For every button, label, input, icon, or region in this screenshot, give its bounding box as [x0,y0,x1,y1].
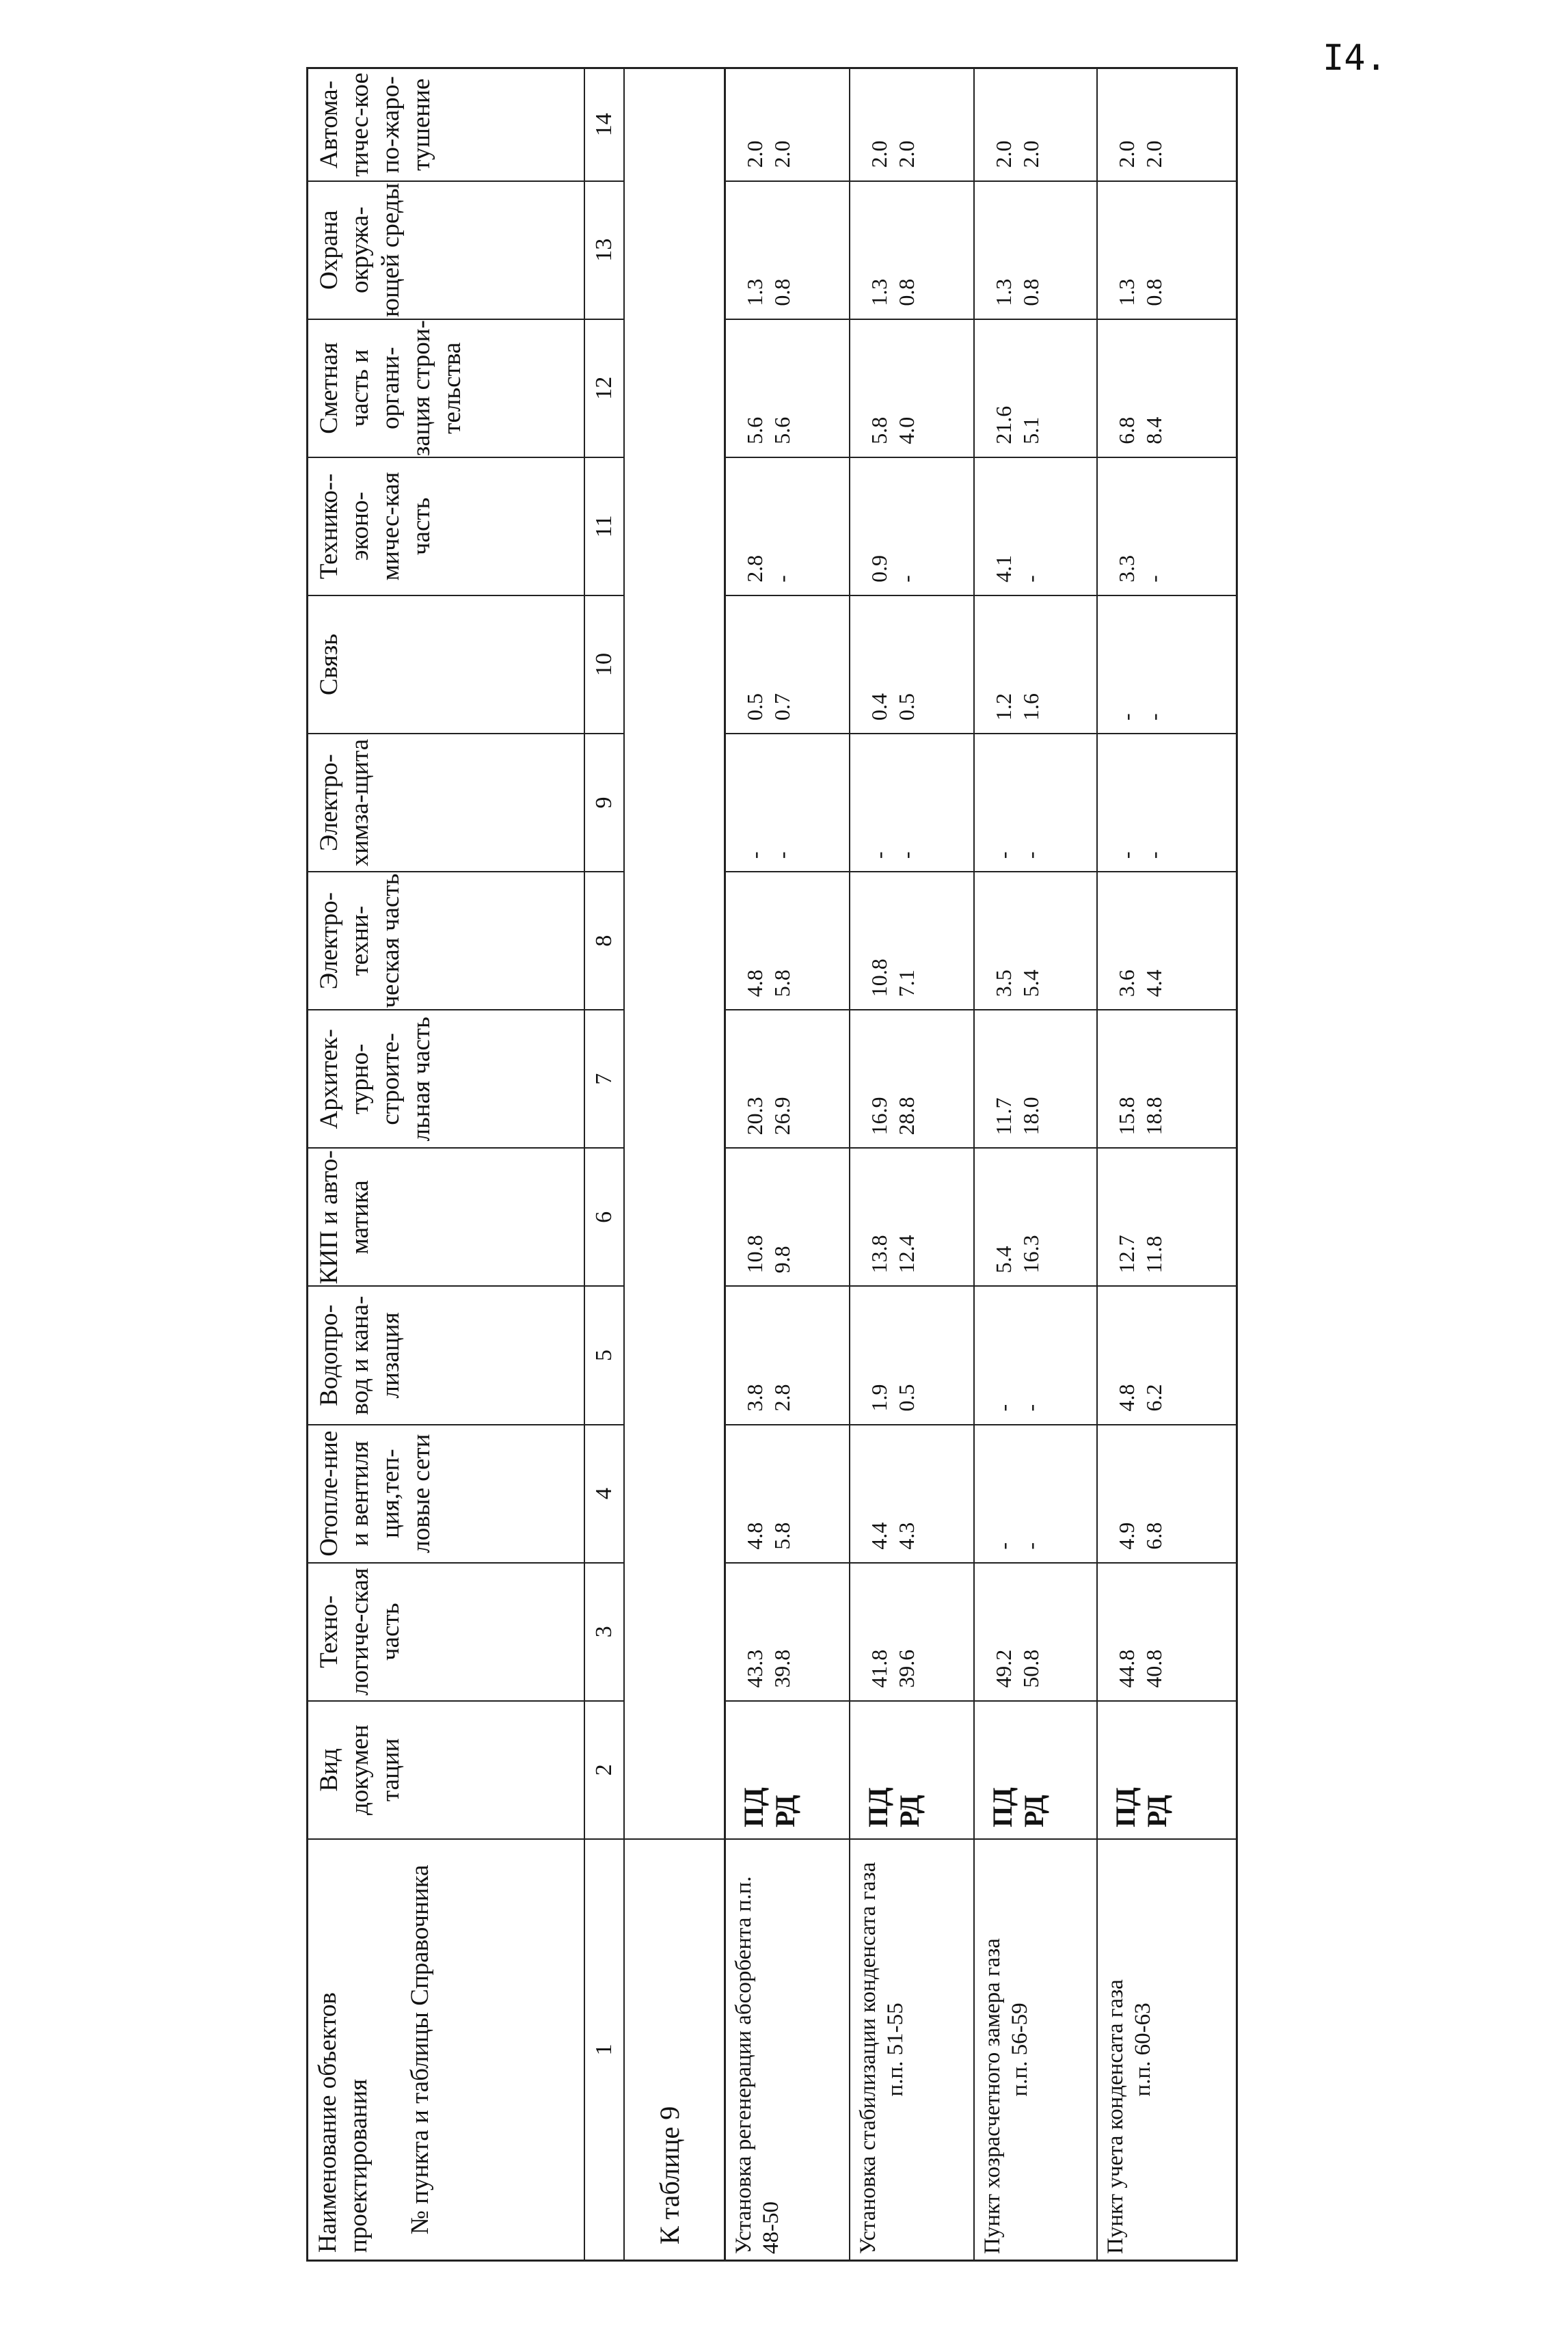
value-pd: 3.8 [742,1384,767,1412]
value-cell [974,68,1097,181]
value-cell [1097,595,1237,734]
value-pd: - [866,851,891,859]
value-pd: - [990,851,1016,859]
value-pd: 5.6 [742,416,767,444]
doc-type-cell [725,1701,850,1839]
value-cell [725,68,850,181]
page-number: I4. [1323,38,1387,79]
value-rd: - [770,851,794,859]
value-pd: 15.8 [1113,1097,1139,1136]
doc-rd: РД [893,1795,925,1827]
header-technological: Техно-логиче-ская часть [308,1563,584,1701]
column-number-row [584,68,624,2261]
object-name-cell [1097,1839,1237,2261]
doc-pd: ПД [738,1787,769,1827]
value-pd: 5.8 [866,416,891,444]
value-pd: 4.1 [990,554,1016,582]
value-cell [725,457,850,595]
header-economics: Технико--эконо-мичес-кая часть [308,457,584,595]
value-rd: - [1018,851,1043,859]
header-architecture: Архитек-турно-строите-льная часть [308,1010,584,1148]
value-rd: 28.8 [893,1097,919,1136]
value-cell [974,1148,1097,1286]
value-rd: 2.8 [770,1384,794,1412]
value-rd: 0.8 [1141,278,1166,306]
column-number: 5 [584,1286,624,1424]
value-pd: 0.4 [866,693,891,721]
value-rd: 18.0 [1018,1097,1043,1136]
table-row [1097,68,1237,2261]
value-rd: 11.8 [1141,1235,1166,1274]
value-pd: 2.0 [742,140,767,168]
value-rd: 8.4 [1141,416,1166,444]
value-cell [725,181,850,319]
value-rd: 39.8 [770,1649,794,1688]
value-pd: 4.4 [866,1522,891,1550]
object-name: Установка регенерации абсорбента [731,1917,756,2254]
value-pd: - [990,1404,1016,1412]
value-rd: 2.0 [893,140,919,168]
value-pd: 0.9 [866,554,891,582]
value-cell [1097,457,1237,595]
header-electrochem: Электро-химза-щита [308,734,584,872]
value-rd: 2.0 [1018,140,1043,168]
value-pd: 21.6 [990,405,1016,444]
value-cell [725,595,850,734]
cost-distribution-table [306,67,1238,2262]
value-cell [974,1425,1097,1563]
header-object-name [308,1839,584,2261]
value-rd: 39.6 [893,1649,919,1688]
value-rd: 0.7 [770,693,794,721]
value-cell [1097,1563,1237,1701]
value-cell [974,872,1097,1010]
column-number: 13 [584,181,624,319]
doc-rd: РД [770,1795,800,1827]
value-pd: 2.0 [1113,140,1139,168]
value-rd: 4.4 [1141,969,1166,997]
value-rd: - [1018,575,1043,582]
value-cell [725,1563,850,1701]
value-cell [850,68,974,181]
value-pd: 0.5 [742,693,767,721]
value-rd: 5.1 [1018,416,1043,444]
value-cell [1097,734,1237,872]
value-cell [1097,1010,1237,1148]
header-water: Водопро-вод и кана-лизация [308,1286,584,1424]
value-pd: 1.3 [1113,278,1139,306]
value-cell [725,1425,850,1563]
value-pd: 1.3 [866,278,891,306]
value-pd: 6.8 [1113,416,1139,444]
value-pd: 4.9 [1113,1522,1139,1550]
value-cell [974,595,1097,734]
doc-type-cell [850,1701,974,1839]
value-pd: 16.9 [866,1097,891,1136]
doc-rd: РД [1141,1795,1172,1827]
value-rd: 5.8 [770,969,794,997]
value-pd: 49.2 [990,1649,1016,1688]
value-pd: 3.5 [990,969,1016,997]
column-number: 10 [584,595,624,734]
value-rd: 12.4 [893,1235,919,1274]
value-pd: - [1113,851,1139,859]
value-cell [850,1286,974,1424]
header-heating: Отопле-ние и вентиля ция,теп-ловые сети [308,1425,584,1563]
object-items: п.п. 60-63 [1130,2002,1155,2097]
value-cell [725,1148,850,1286]
value-cell [850,319,974,457]
doc-rd: РД [1018,1795,1049,1827]
value-pd: 44.8 [1113,1649,1139,1688]
value-rd: 9.8 [770,1246,794,1274]
value-rd: 40.8 [1141,1649,1166,1688]
value-pd: 4.8 [742,969,767,997]
value-cell [1097,68,1237,181]
value-pd: 20.3 [742,1097,767,1136]
value-cell [850,1425,974,1563]
value-pd: 13.8 [866,1235,891,1274]
value-pd: 3.6 [1113,969,1139,997]
header-communication: Связь [308,595,584,734]
value-cell [850,595,974,734]
value-cell [1097,319,1237,457]
value-rd: 50.8 [1018,1649,1043,1688]
value-rd: 6.2 [1141,1384,1166,1412]
header-instrumentation: КИП и авто-матика [308,1148,584,1286]
object-items: п.п. 51-55 [882,2002,908,2097]
value-pd: - [1113,713,1139,721]
value-rd: 0.8 [770,278,794,306]
table-row [974,68,1097,2261]
value-pd: 4.8 [742,1522,767,1550]
value-rd: 5.6 [770,416,794,444]
value-pd: 10.8 [742,1235,767,1274]
value-rd: - [770,575,794,582]
header-object-name-main: Наименование объектов проектирования [314,1992,373,2253]
column-number: 4 [584,1425,624,1563]
value-rd: 5.4 [1018,969,1043,997]
value-pd: 2.0 [866,140,891,168]
value-rd: 4.0 [893,416,919,444]
object-name: Пункт хозрасчетного замера газа [979,1938,1005,2254]
column-number: 3 [584,1563,624,1701]
value-cell [1097,1148,1237,1286]
value-cell [1097,1286,1237,1424]
value-rd: - [1141,851,1166,859]
value-cell [1097,181,1237,319]
value-rd: - [1018,1404,1043,1412]
doc-pd: ПД [986,1787,1018,1827]
column-number: 14 [584,68,624,181]
value-cell [974,457,1097,595]
value-rd: 5.8 [770,1522,794,1550]
value-rd: 0.8 [1018,278,1043,306]
value-pd: 1.3 [742,278,767,306]
object-name-cell [850,1839,974,2261]
value-pd: 2.8 [742,554,767,582]
value-rd: 2.0 [770,140,794,168]
object-name-cell [974,1839,1097,2261]
column-number: 2 [584,1701,624,1839]
doc-type-cell [974,1701,1097,1839]
value-rd: 4.3 [893,1522,919,1550]
value-rd: - [893,575,919,582]
value-cell [974,1563,1097,1701]
column-number: 8 [584,872,624,1010]
value-cell [725,872,850,1010]
value-rd: 0.5 [893,693,919,721]
value-pd: 5.4 [990,1246,1016,1274]
value-cell [850,872,974,1010]
value-pd: 1.9 [866,1384,891,1412]
value-cell [974,734,1097,872]
value-rd: 7.1 [893,969,919,997]
doc-pd: ПД [862,1787,893,1827]
value-rd: 1.6 [1018,693,1043,721]
header-object-name-sub: № пункта и таблицы Справочника [406,1864,434,2235]
header-estimate: Сметная часть и органи-зация строи-тельства [308,319,584,457]
value-cell [850,457,974,595]
value-rd: 18.8 [1141,1097,1166,1136]
value-rd: - [1141,713,1166,721]
column-number: 7 [584,1010,624,1148]
section-spacer [624,68,725,1839]
value-rd: - [893,851,919,859]
table-row [725,68,850,2261]
value-pd: 43.3 [742,1649,767,1688]
value-pd: 12.7 [1113,1235,1139,1274]
value-rd: 2.0 [1141,140,1166,168]
column-number: 6 [584,1148,624,1286]
value-cell [850,734,974,872]
value-cell [725,1286,850,1424]
value-rd: 6.8 [1141,1522,1166,1550]
value-pd: 2.0 [990,140,1016,168]
value-pd: 3.3 [1113,554,1139,582]
value-rd: 0.8 [893,278,919,306]
value-rd: 16.3 [1018,1235,1043,1274]
value-pd: 4.8 [1113,1384,1139,1412]
value-rd: - [1141,575,1166,582]
value-pd: 11.7 [990,1097,1016,1136]
value-pd: 41.8 [866,1649,891,1688]
value-pd: 1.2 [990,693,1016,721]
section-row [624,68,725,2261]
value-rd: 0.5 [893,1384,919,1412]
value-cell [974,1286,1097,1424]
header-doc-type: Вид докумен тации [308,1701,584,1839]
value-rd: 26.9 [770,1097,794,1136]
value-cell [850,1148,974,1286]
value-cell [974,1010,1097,1148]
header-fire: Автома-тичес-кое по-жаро-тушение [308,68,584,181]
value-pd: 10.8 [866,959,891,997]
value-pd: - [742,851,767,859]
value-cell [974,319,1097,457]
column-number: 11 [584,457,624,595]
value-cell [850,181,974,319]
column-number: 1 [584,1839,624,2261]
value-cell [850,1010,974,1148]
value-cell [725,1010,850,1148]
value-cell [1097,1425,1237,1563]
object-name: Установка стабилизации конденсата газа [855,1862,880,2254]
header-row [308,68,584,2261]
header-environment: Охрана окружа-ющей среды [308,181,584,319]
rotated-table-container [306,67,1236,2262]
value-rd: - [1018,1542,1043,1550]
value-cell [1097,872,1237,1010]
object-items: п.п. 48-50 [731,1876,783,2254]
object-items: п.п. 56-59 [1007,2002,1032,2097]
column-number: 9 [584,734,624,872]
value-cell [974,181,1097,319]
object-name: Пункт учета конденсата газа [1103,1979,1128,2254]
section-title: К таблице 9 [624,1839,725,2261]
doc-pd: ПД [1109,1787,1141,1827]
column-number: 12 [584,319,624,457]
value-cell [725,734,850,872]
value-cell [850,1563,974,1701]
header-electrical: Электро-техни-ческая часть [308,872,584,1010]
doc-type-cell [1097,1701,1237,1839]
table-row [850,68,974,2261]
value-cell [725,319,850,457]
value-pd: 1.3 [990,278,1016,306]
value-pd: - [990,1542,1016,1550]
object-name-cell [725,1839,850,2261]
